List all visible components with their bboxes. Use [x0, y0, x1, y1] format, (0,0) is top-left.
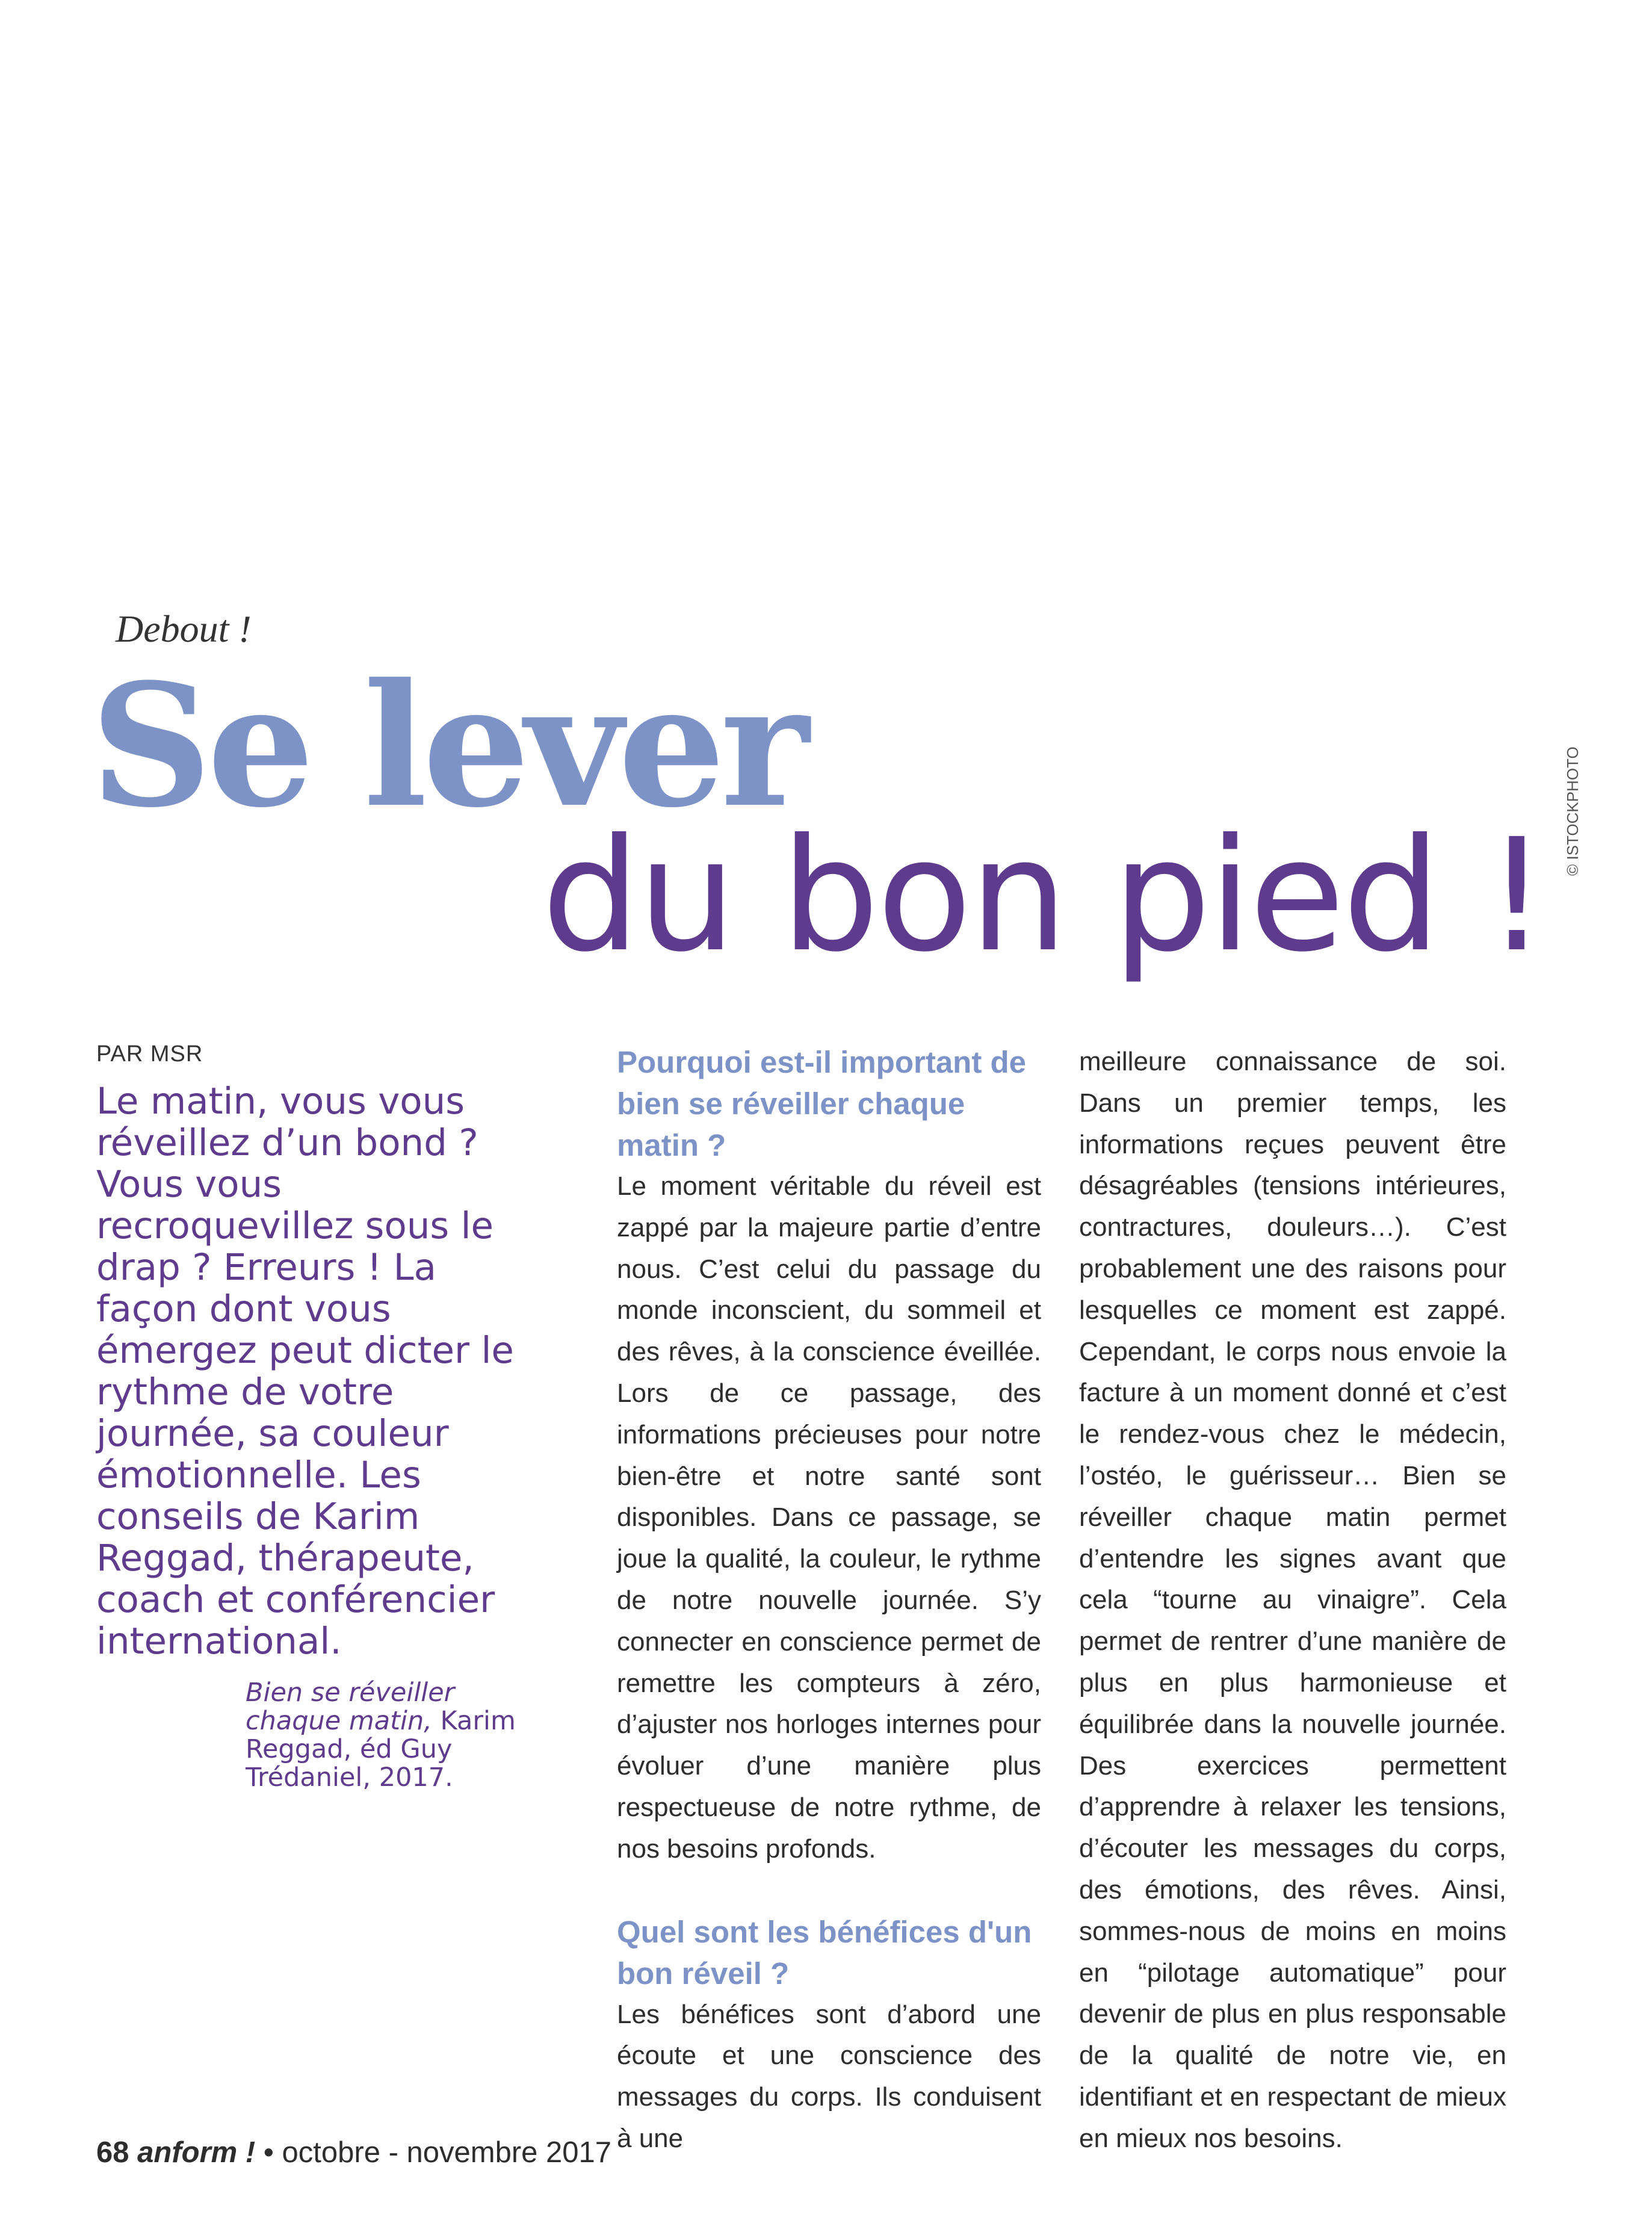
lead-paragraph: Le matin, vous vous réveillez d’un bond ? Vous vous recroquevillez sous le drap ? Erreurs ! La façon dont vous émergez peut dicter le rythme de votre journée, sa couleur émotionnelle. Les conseils de Karim Reggad, thérapeute, coach et conférencier international. — [96, 1080, 514, 1663]
article-column-2 — [1079, 1041, 1506, 2160]
byline: PAR MSR — [96, 1041, 203, 1067]
section-heading: Pourquoi est-il important de bien se réveiller chaque matin ? — [617, 1045, 1027, 1162]
page-number: 68 — [96, 2136, 129, 2169]
page-title: Se lever — [90, 647, 805, 845]
section-body: Les bénéfices sont d’abord une écoute et une conscience des messages du corps. Ils conduisent à une — [617, 1999, 1041, 2153]
book-details: Karim Reggad, éd Guy Trédaniel, 2017. — [246, 1706, 516, 1793]
magazine-name: anform ! — [137, 2136, 256, 2169]
kicker: Debout ! — [116, 607, 252, 650]
section-heading: Quel sont les bénéfices d'un bon réveil ? — [617, 1914, 1032, 1991]
page-footer — [96, 2136, 611, 2169]
issue-date: octobre - novembre 2017 — [282, 2136, 612, 2169]
book-title: Bien se réveiller chaque matin, — [246, 1678, 455, 1736]
photo-credit: © ISTOCKPHOTO — [1564, 746, 1582, 876]
footer-separator: • — [255, 2136, 282, 2169]
page-subtitle: du bon pied ! — [542, 805, 1545, 986]
section-body: Le moment véritable du réveil est zappé par la majeure partie d’entre nous. C’est celui du passage du monde inconscient, du sommeil et des rêves, à la conscience éveillée. Lors de ce passage, des informations précieuses pour notre bien-être et notre santé sont disponibles. Dans ce passage, se joue la qualité, la couleur, le rythme de notre nouvelle journée. S’y connecter en conscience permet de remettre les compteurs à zéro, d’ajuster nos horloges internes pour évoluer d’une manière plus respectueuse de notre rythme, de nos besoins profonds. — [617, 1171, 1041, 1864]
section-body-continued: meilleure connaissance de soi. Dans un premier temps, les informations reçues peuvent être désagréables (tensions intérieures, contractures, douleurs…). C’est probablement une des raisons pour lesquelles ce moment est zappé. Cependant, le corps nous envoie la facture à un moment donné et c’est le rendez-vous chez le médecin, l’ostéo, le guérisseur… Bien se réveiller chaque matin permet d’entendre les signes avant que cela “tourne au vinaigre”. Cela permet de rentrer d’une manière de plus en plus harmonieuse et équilibrée dans la nouvelle journée. Des exercices permettent d’apprendre à relaxer les tensions, d’écouter les messages du corps, des émotions, des rêves. Ainsi, sommes-nous de moins en moins en “pilotage automatique” pour devenir de plus en plus responsable de la qualité de notre vie, en identifiant et en respectant de mieux en mieux nos besoins. — [1079, 1047, 1506, 2153]
book-reference — [246, 1679, 528, 1792]
article-column-1 — [617, 1041, 1041, 2160]
intro-column — [96, 1041, 536, 1792]
